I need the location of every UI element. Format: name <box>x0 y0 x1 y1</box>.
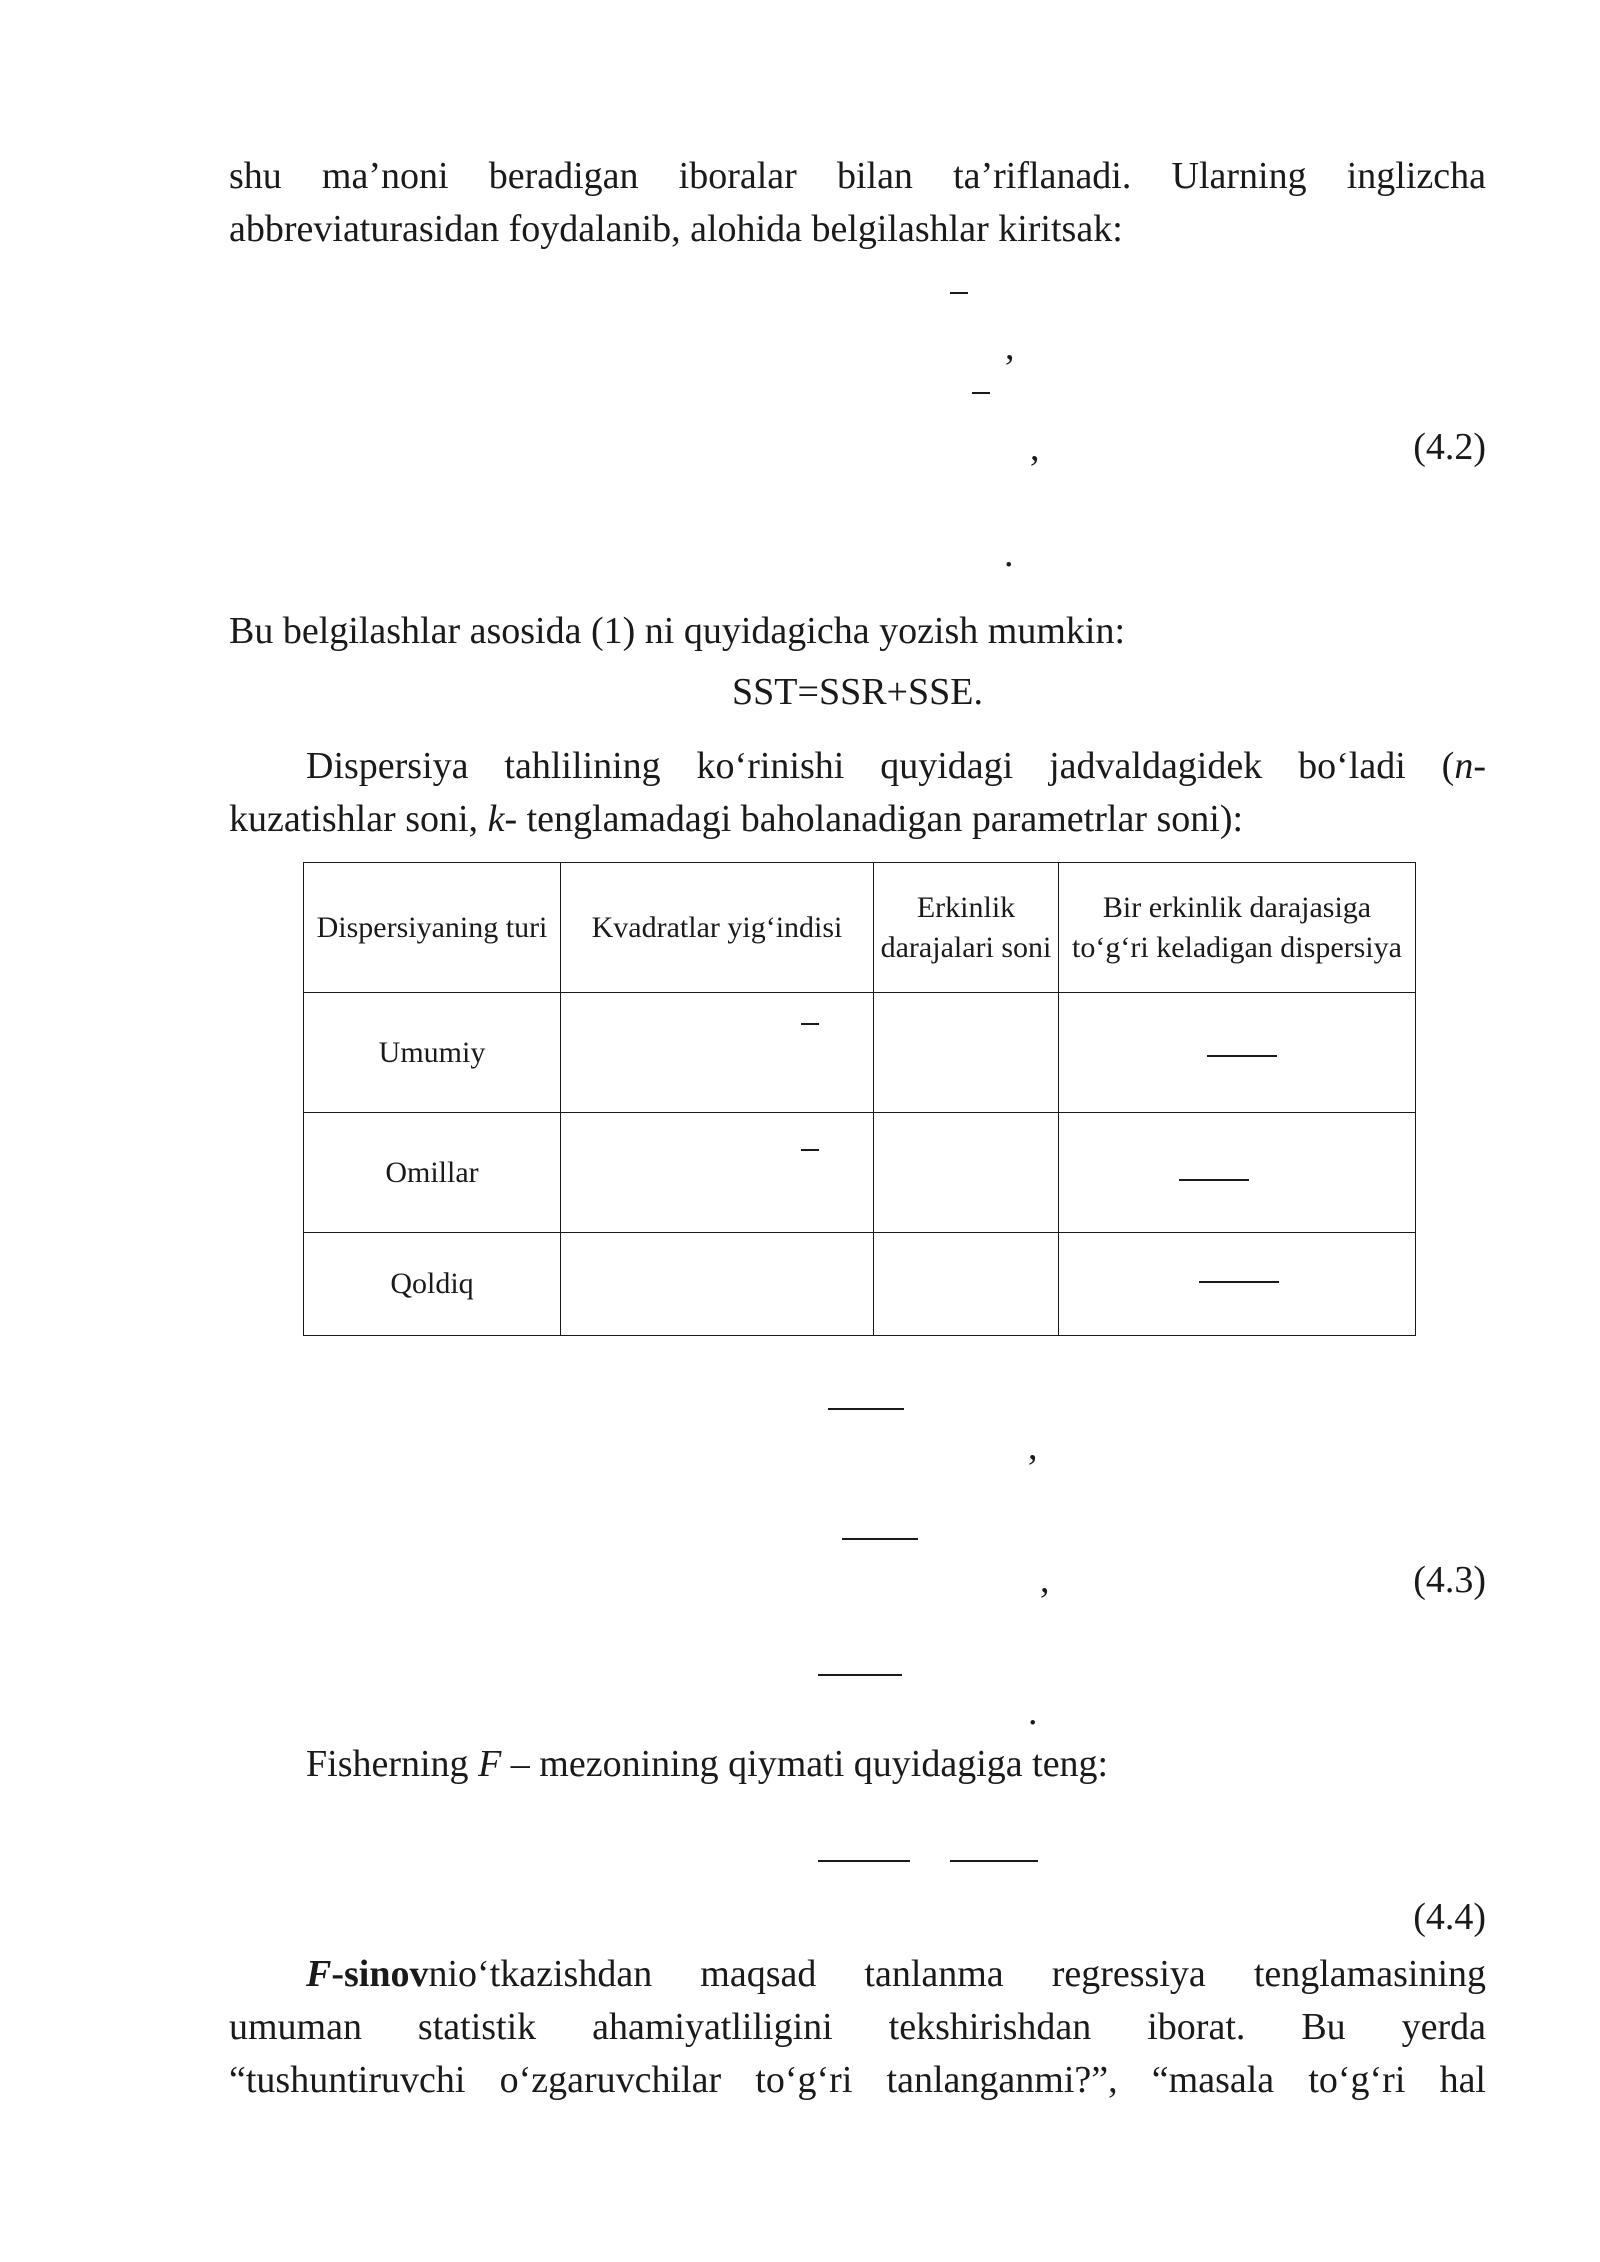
variable-n: n <box>1454 745 1474 787</box>
paragraph-text: - tenglamadagi baholanadigan parametrlar soni): <box>504 798 1244 840</box>
paragraph-line <box>229 2054 1486 2107</box>
fraction-line <box>1199 1281 1279 1283</box>
equation-comma: , <box>1040 1559 1050 1601</box>
paragraph-text: Fisherning <box>306 1743 479 1785</box>
paragraph-text: nio‘tkazishdan maqsad tanlanma regressiya tenglamasining <box>428 1953 1486 1995</box>
equation-period: . <box>1028 1691 1038 1733</box>
fraction-line <box>950 1860 1038 1862</box>
equation-comma: , <box>1028 1426 1038 1468</box>
table-cell <box>561 993 874 1113</box>
table-cell <box>874 1233 1059 1336</box>
table-cell <box>1059 1113 1416 1233</box>
equation-comma: , <box>1005 326 1015 368</box>
paragraph-line <box>229 1948 1486 2001</box>
anova-table <box>303 862 1416 1336</box>
paragraph-text: Dispersiya tahlilining ko‘rinishi quyidagi jadvaldagidek bo‘ladi ( <box>306 745 1455 787</box>
paragraph-text: Bu belgilashlar asosida (1) ni quyidagicha yozish mumkin: <box>229 610 1126 652</box>
equation-overbar <box>801 1023 819 1025</box>
fraction-line <box>818 1674 902 1676</box>
equation-overbar <box>801 1149 819 1151</box>
paragraph-text: abbreviaturasidan foydalanib, alohida belgilashlar kiritsak: <box>229 208 1123 250</box>
fraction-line <box>1179 1179 1249 1181</box>
table-row <box>304 1233 1416 1336</box>
table-cell <box>1059 993 1416 1113</box>
fraction-line <box>842 1538 918 1540</box>
paragraph-text: - <box>1473 745 1486 787</box>
table-cell <box>561 1113 874 1233</box>
equation-number: (4.4) <box>1413 1896 1486 1938</box>
paragraph-text: – mezonining qiymati quyidagiga teng: <box>501 1743 1109 1785</box>
bold-F: F <box>306 1953 332 1995</box>
equation-comma: , <box>1030 427 1040 469</box>
fraction-line <box>818 1860 910 1862</box>
table-row-label: Umumiy <box>304 993 561 1113</box>
table-header-cell: Dispersiyaning turi <box>304 863 561 993</box>
paragraph-line <box>229 150 1486 203</box>
table-header-cell: Bir erkinlik darajasiga to‘g‘ri keladigan dispersiya <box>1059 863 1416 993</box>
equation-overbar <box>972 392 990 394</box>
table-header-cell: Kvadratlar yig‘indisi <box>561 863 874 993</box>
fraction-line <box>1207 1055 1277 1057</box>
variable-F: F <box>478 1743 502 1785</box>
paragraph-line <box>229 203 1486 256</box>
table-cell <box>874 1113 1059 1233</box>
paragraph-text: “tushuntiruvchi o‘zgaruvchilar to‘g‘ri tanlanganmi?”, “masala to‘g‘ri hal <box>229 2059 1486 2101</box>
paragraph-line <box>229 2001 1486 2054</box>
table-cell <box>874 993 1059 1113</box>
paragraph-line <box>229 605 1486 658</box>
table-row <box>304 993 1416 1113</box>
paragraph-line <box>229 740 1486 793</box>
equation-number: (4.2) <box>1413 426 1486 468</box>
table-row <box>304 1113 1416 1233</box>
table-header-cell: Erkinlik darajalari soni <box>874 863 1059 993</box>
table-row-label: Omillar <box>304 1113 561 1233</box>
paragraph-text: umuman statistik ahamiyatliligini tekshirishdan iborat. Bu yerda <box>229 2006 1486 2048</box>
fraction-line <box>828 1408 904 1410</box>
paragraph-line <box>229 1738 1486 1791</box>
bold-sinov: -sinov <box>331 1953 429 1995</box>
paragraph-text: shu ma’noni beradigan iboralar bilan ta’riflanadi. Ularning inglizcha <box>229 155 1486 197</box>
variable-k: k <box>487 798 505 840</box>
table-cell <box>1059 1233 1416 1336</box>
table-header-row <box>304 863 1416 993</box>
equation-period: . <box>1004 533 1014 575</box>
paragraph-text: kuzatishlar soni, <box>229 798 488 840</box>
equation-overbar <box>950 292 968 294</box>
sst-equation: SST=SSR+SSE. <box>732 671 983 713</box>
equation-number: (4.3) <box>1413 1559 1486 1601</box>
paragraph-line <box>229 793 1486 846</box>
table-row-label: Qoldiq <box>304 1233 561 1336</box>
table-cell <box>561 1233 874 1336</box>
